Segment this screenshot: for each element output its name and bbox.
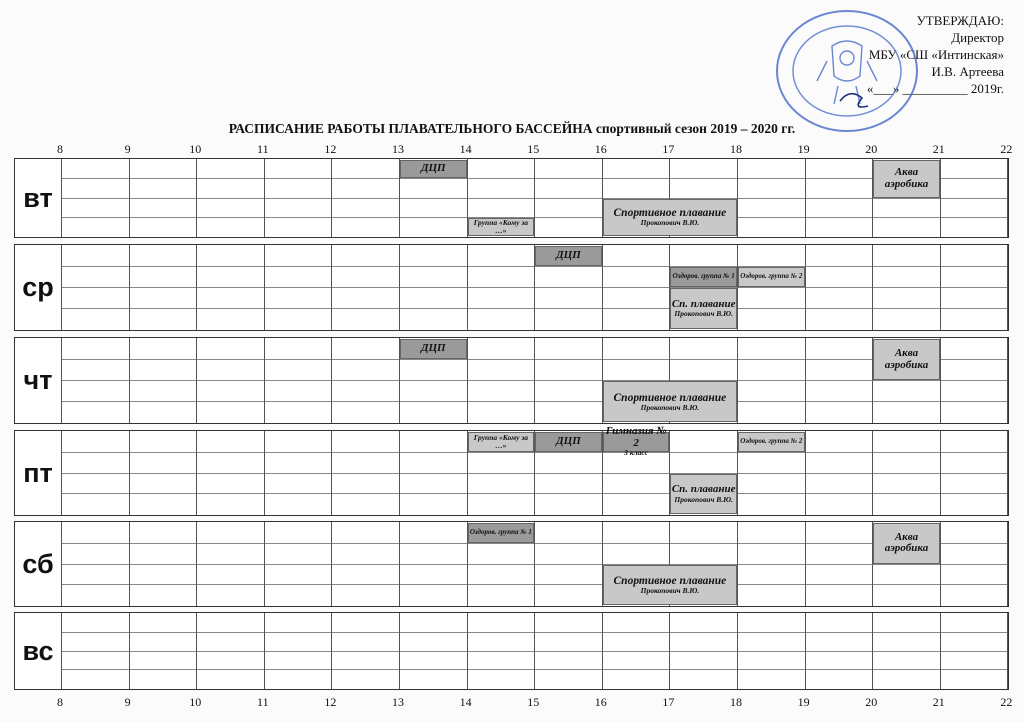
hour-divider (399, 613, 400, 689)
activity-title: Спортивное плавание (613, 391, 727, 404)
hour-divider (264, 522, 265, 606)
activity-title: Спортивное плавание (613, 207, 727, 220)
hour-label: 15 (527, 142, 540, 156)
activity-block (873, 160, 940, 198)
activity-title: ДЦП (556, 435, 581, 448)
hour-divider (196, 613, 197, 689)
hour-divider (1007, 522, 1008, 606)
hour-divider (1007, 245, 1008, 330)
hour-divider (940, 522, 941, 606)
approval-line-1: УТВЕРЖДАЮ: (916, 13, 1004, 28)
hour-label: 18 (730, 695, 742, 709)
hour-divider (940, 431, 941, 515)
activity-block (603, 199, 737, 237)
hour-label: 10 (189, 142, 202, 156)
hour-divider (602, 613, 603, 689)
activity-title: Спортивное плавание (613, 574, 727, 587)
hour-divider (399, 522, 400, 606)
hour-label: 20 (865, 695, 878, 709)
hour-label: 17 (662, 695, 675, 709)
activity-title: Группа «Кому за …» (473, 433, 529, 450)
hour-label: 21 (932, 695, 945, 709)
day-label: сб (22, 548, 54, 579)
activity-title: Оздоров. группа № 1 (672, 272, 735, 281)
approval-line-4: И.В. Артеева (931, 64, 1004, 79)
hour-divider (737, 245, 738, 330)
hour-divider (534, 522, 535, 606)
activity-title: Гимназия № 2 (605, 425, 667, 449)
activity-block (670, 267, 737, 287)
activity-subtitle: Прокопович В.Ю. (640, 218, 700, 228)
hour-label: 9 (124, 142, 131, 156)
hour-divider (737, 338, 738, 423)
activity-block (468, 218, 535, 236)
activity-block (873, 339, 940, 380)
hour-divider (872, 431, 873, 515)
activity-title: Сп. плавание (671, 483, 736, 496)
hour-label: 10 (189, 695, 202, 709)
activity-subtitle: Прокопович В.Ю. (674, 494, 733, 504)
hour-label: 11 (257, 695, 269, 709)
hour-divider (1007, 613, 1008, 689)
hour-label: 8 (57, 142, 63, 156)
hour-divider (805, 431, 806, 515)
activity-block (468, 523, 535, 543)
activity-title: Аква аэробика (884, 530, 929, 555)
activity-block (603, 381, 737, 422)
approval-line-5: «___» __________ 2019г. (866, 81, 1004, 96)
hour-divider (940, 245, 941, 330)
hour-divider (805, 522, 806, 606)
hour-divider (196, 522, 197, 606)
approval-line-2: Директор (951, 30, 1004, 45)
hour-divider (331, 613, 332, 689)
day-panel (14, 337, 1009, 424)
activity-title: ДЦП (420, 162, 446, 175)
hour-divider (872, 245, 873, 330)
hour-label: 22 (1000, 695, 1013, 709)
hour-divider (129, 159, 130, 237)
activity-title: Сп. плавание (671, 297, 736, 310)
hour-label: 22 (1000, 142, 1013, 156)
activity-block (603, 565, 737, 606)
day-label: пт (23, 457, 53, 488)
hour-divider (940, 613, 941, 689)
hour-label: 13 (392, 695, 404, 709)
hour-divider (1007, 431, 1008, 515)
activity-subtitle: Прокопович В.Ю. (640, 585, 700, 595)
hour-label: 21 (932, 142, 945, 156)
hour-divider (805, 338, 806, 423)
hour-divider (196, 431, 197, 515)
activity-title: Аква аэробика (884, 166, 929, 190)
hour-divider (61, 245, 62, 330)
page-title: РАСПИСАНИЕ РАБОТЫ ПЛАВАТЕЛЬНОГО БАССЕЙНА спортивный сезон 2019 – 2020 гг. (228, 121, 796, 136)
hour-label: 8 (57, 695, 63, 709)
hour-divider (534, 613, 535, 689)
hour-divider (940, 159, 941, 237)
hour-divider (264, 159, 265, 237)
hour-divider (264, 245, 265, 330)
hour-label: 16 (594, 695, 607, 709)
hour-divider (61, 522, 62, 606)
day-panel (14, 521, 1009, 607)
approval-line-3: МБУ «СШ «Интинская» (868, 47, 1004, 62)
hour-divider (805, 159, 806, 237)
hour-label: 17 (662, 142, 675, 156)
hour-divider (399, 431, 400, 515)
hour-divider (467, 338, 468, 423)
activity-title: Оздоров. группа № 1 (469, 528, 532, 537)
hour-divider (61, 338, 62, 423)
hour-divider (331, 431, 332, 515)
hour-divider (129, 522, 130, 606)
activity-block (670, 288, 737, 329)
activity-title: Оздоров. группа № 2 (740, 437, 803, 446)
hour-divider (196, 159, 197, 237)
hour-divider (61, 613, 62, 689)
hour-divider (737, 159, 738, 237)
activity-block (535, 246, 602, 266)
hour-divider (534, 159, 535, 237)
hour-divider (737, 613, 738, 689)
hour-divider (331, 159, 332, 237)
hour-label: 14 (459, 142, 472, 156)
activity-title: ДЦП (420, 342, 446, 355)
day-panel (14, 425, 1009, 516)
official-stamp (772, 6, 922, 136)
hour-divider (129, 431, 130, 515)
hour-divider (1007, 159, 1008, 237)
hour-divider (331, 245, 332, 330)
hour-divider (61, 431, 62, 515)
hour-divider (331, 338, 332, 423)
hour-divider (1007, 338, 1008, 423)
hour-label: 15 (527, 695, 540, 709)
activity-block (738, 267, 805, 287)
day-label: вт (23, 182, 53, 213)
hour-divider (399, 245, 400, 330)
day-panel (14, 612, 1009, 690)
hour-label: 14 (459, 695, 472, 709)
hour-divider (331, 522, 332, 606)
hour-divider (602, 245, 603, 330)
activity-block (670, 474, 737, 515)
hour-divider (264, 338, 265, 423)
activity-block (738, 432, 805, 452)
hour-divider (805, 245, 806, 330)
hour-divider (196, 245, 197, 330)
hour-label: 18 (730, 142, 742, 156)
hour-divider (61, 159, 62, 237)
hour-divider (669, 613, 670, 689)
hour-label: 19 (797, 695, 810, 709)
hour-divider (534, 338, 535, 423)
activity-block (873, 523, 940, 564)
activity-title: ДЦП (556, 249, 581, 262)
hour-label: 12 (324, 142, 337, 156)
hour-divider (940, 338, 941, 423)
hour-divider (737, 522, 738, 606)
activity-block (400, 339, 467, 359)
activity-block (603, 425, 670, 458)
hour-divider (467, 613, 468, 689)
hour-divider (264, 431, 265, 515)
day-label: ср (22, 272, 54, 302)
hour-divider (872, 613, 873, 689)
hour-label: 16 (594, 142, 607, 156)
hour-divider (467, 245, 468, 330)
hour-label: 13 (392, 142, 404, 156)
hour-divider (264, 613, 265, 689)
activity-block (535, 432, 602, 452)
hour-divider (805, 613, 806, 689)
activity-title: Аква аэробика (884, 346, 929, 371)
hour-divider (129, 338, 130, 423)
hour-label: 20 (865, 142, 878, 156)
activity-subtitle: Прокопович В.Ю. (674, 309, 733, 319)
activity-block (468, 432, 535, 452)
hour-divider (129, 245, 130, 330)
hour-label: 11 (257, 142, 269, 156)
day-panel (14, 244, 1009, 331)
hour-divider (129, 613, 130, 689)
day-label: чт (23, 365, 53, 395)
hour-label: 12 (324, 695, 337, 709)
hour-divider (196, 338, 197, 423)
day-panel (14, 158, 1009, 238)
activity-subtitle: Прокопович В.Ю. (640, 402, 700, 412)
activity-subtitle: 3 класс (624, 448, 649, 458)
hour-label: 19 (797, 142, 810, 156)
activity-block (400, 160, 467, 178)
day-label: вс (22, 635, 54, 666)
activity-title: Группа «Кому за …» (473, 218, 529, 235)
activity-title: Оздоров. группа № 2 (740, 272, 803, 281)
hour-label: 9 (124, 695, 131, 709)
